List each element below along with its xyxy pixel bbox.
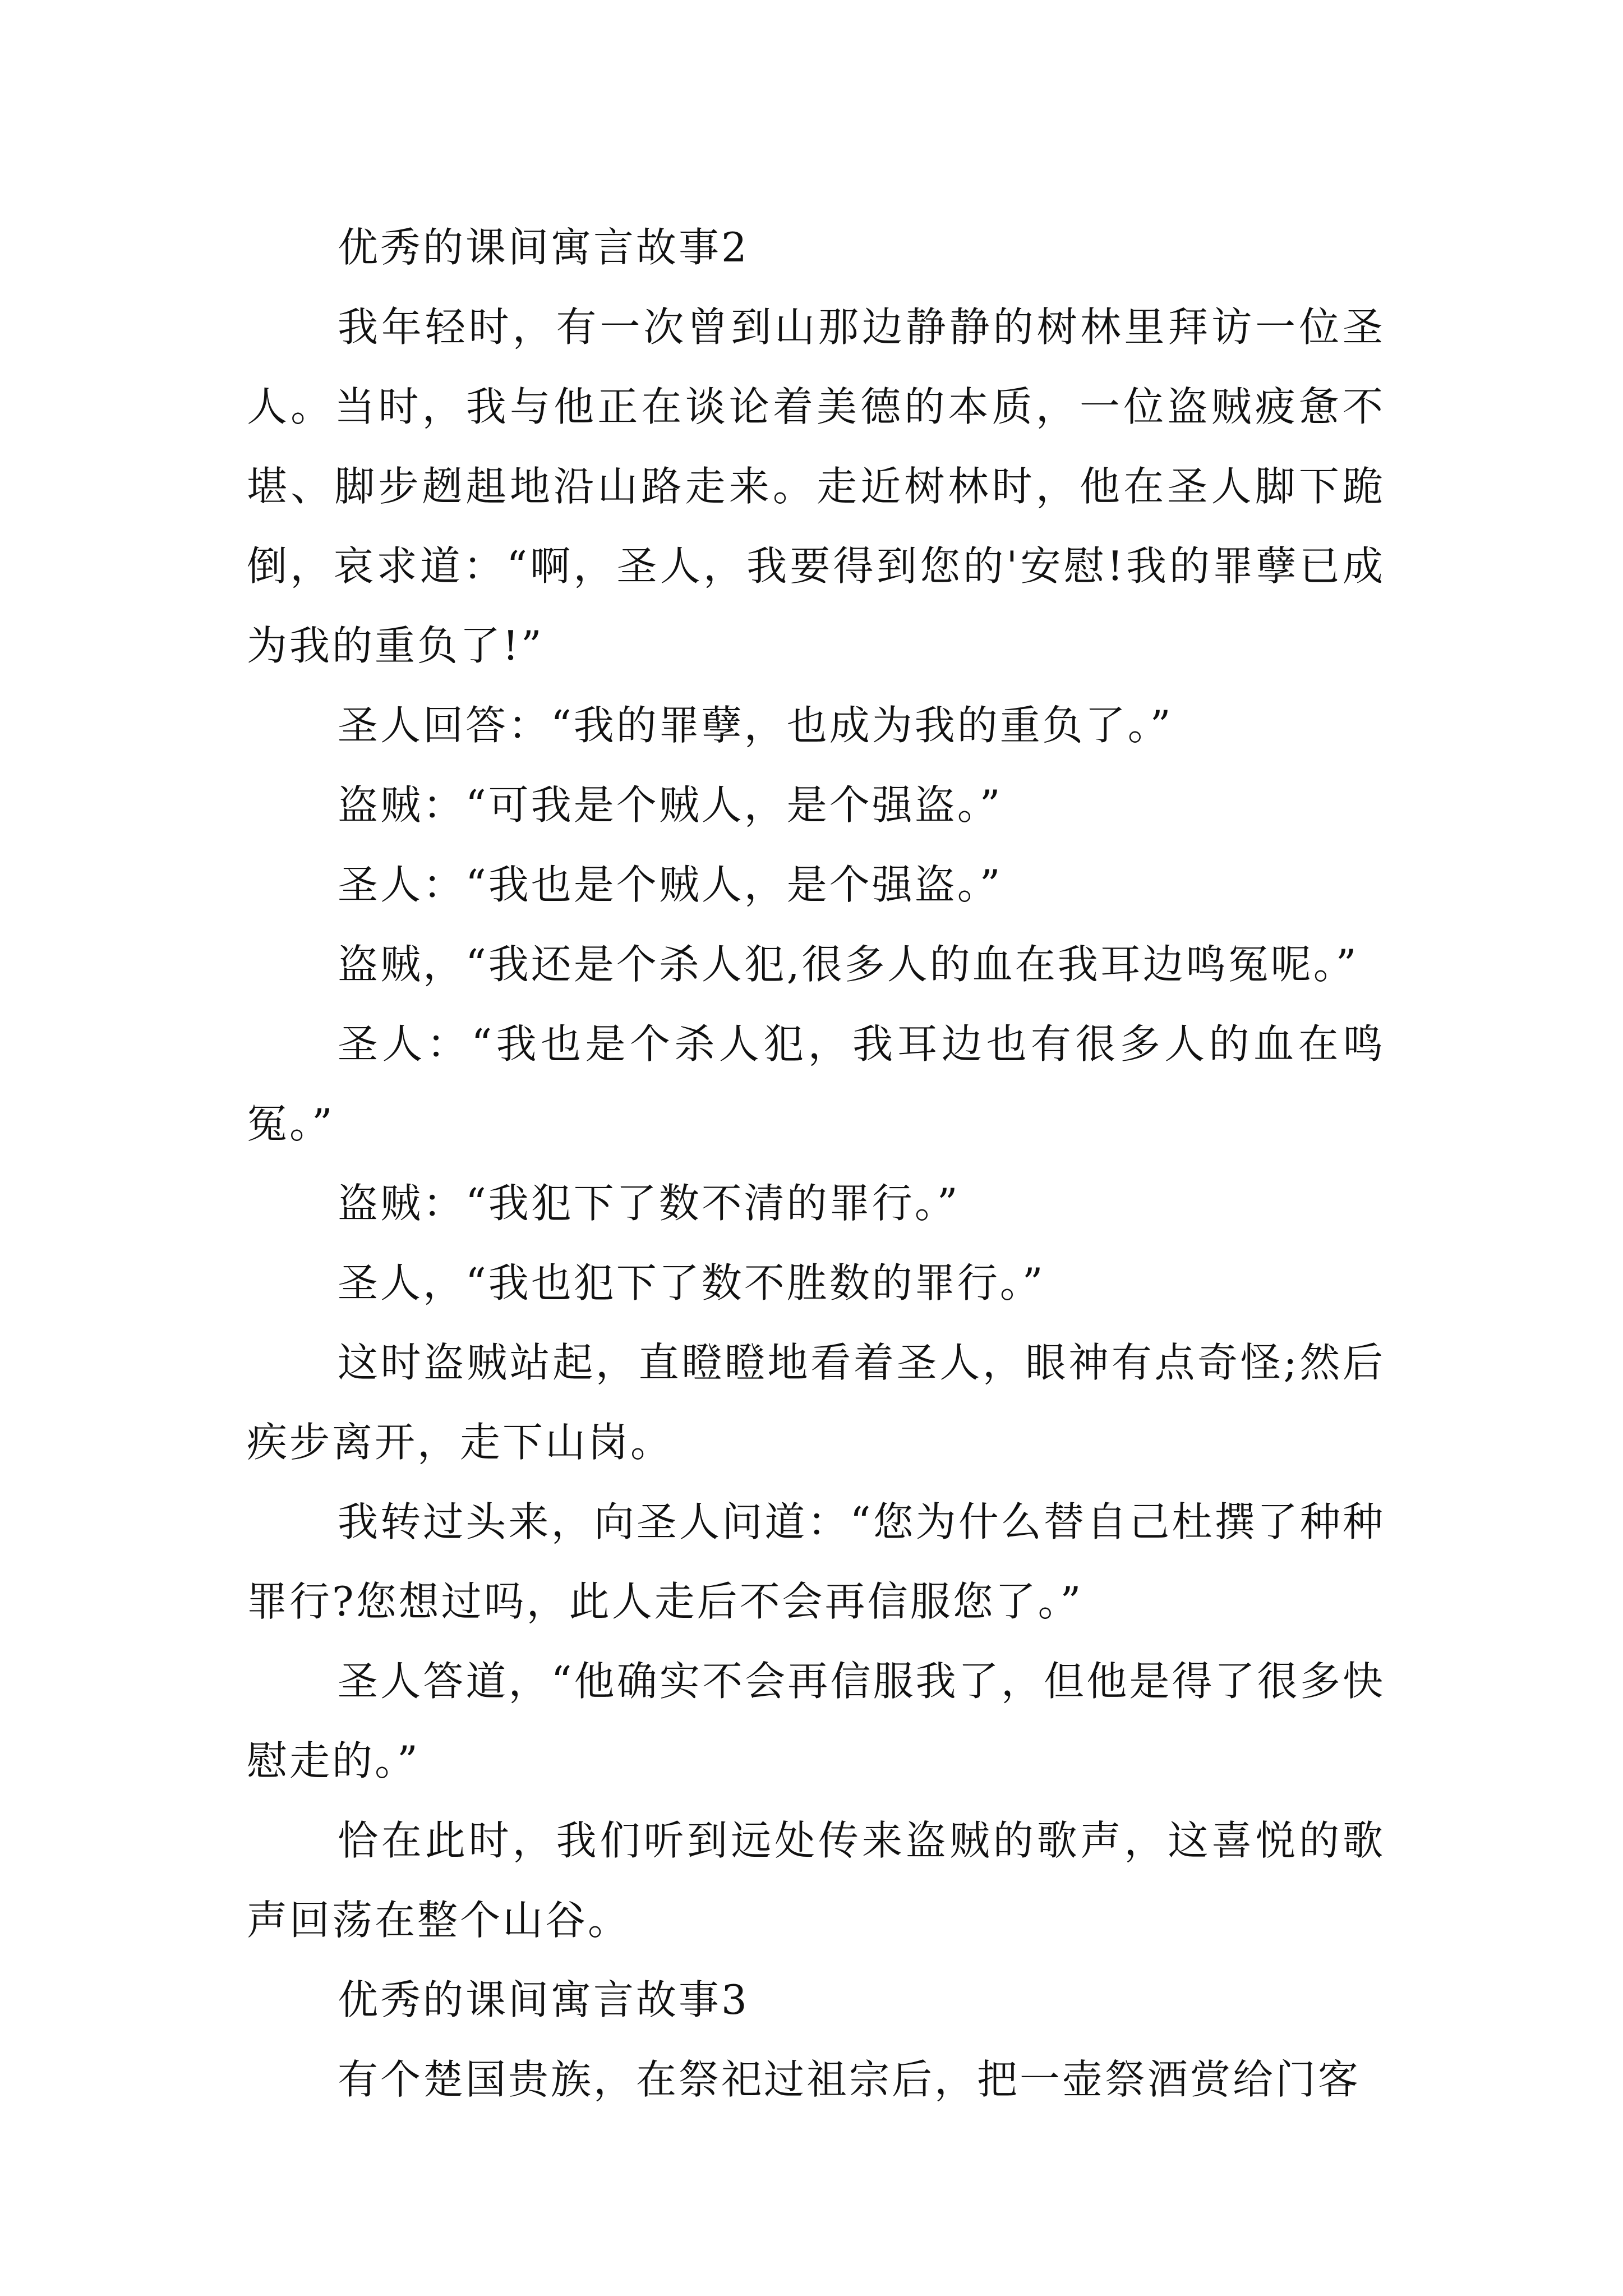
paragraph-story3-start: 有个楚国贵族，在祭祀过祖宗后，把一壶祭酒赏给门客 xyxy=(338,2056,1361,2103)
story-title-2: 优秀的课间寓言故事2 xyxy=(338,224,749,271)
paragraph-narration: 这时盗贼站起，直瞪瞪地看着圣人，眼神有点奇怪;然后疾步离开，走下山岗。 xyxy=(247,1339,1385,1466)
paragraph-dialogue: 盗贼，“我还是个杀人犯,很多人的血在我耳边鸣冤呢。” xyxy=(338,941,1359,988)
paragraph-dialogue: 圣人：“我也是个杀人犯，我耳边也有很多人的血在鸣冤。” xyxy=(247,1020,1385,1147)
paragraph-dialogue: 盗贼：“我犯下了数不清的罪行。” xyxy=(338,1180,960,1227)
paragraph-ending: 恰在此时，我们听到远处传来盗贼的歌声，这喜悦的歌声回荡在整个山谷。 xyxy=(247,1817,1385,1944)
paragraph-dialogue: 我转过头来，向圣人问道：“您为什么替自己杜撰了种种罪行?您想过吗，此人走后不会再信服您了。” xyxy=(247,1498,1385,1625)
document-body xyxy=(247,208,1385,2119)
paragraph-dialogue: 盗贼：“可我是个贼人，是个强盗。” xyxy=(338,781,1003,829)
paragraph-dialogue: 圣人答道，“他确实不会再信服我了，但他是得了很多快慰走的。” xyxy=(247,1658,1385,1784)
paragraph-dialogue: 圣人，“我也犯下了数不胜数的罪行。” xyxy=(338,1259,1045,1306)
paragraph-intro: 我年轻时，有一次曾到山那边静静的树林里拜访一位圣人。当时，我与他正在谈论着美德的本质，一位盗贼疲惫不堪、脚步趔趄地沿山路走来。走近树林时，他在圣人脚下跪倒，哀求道：“啊，圣人，我要得到您的'安慰!我的罪孽已成为我的重负了!” xyxy=(247,303,1385,669)
paragraph-dialogue: 圣人回答：“我的罪孽，也成为我的重负了。” xyxy=(338,702,1173,749)
story-title-3: 优秀的课间寓言故事3 xyxy=(338,1976,749,2023)
paragraph-dialogue: 圣人：“我也是个贼人，是个强盗。” xyxy=(338,861,1003,908)
